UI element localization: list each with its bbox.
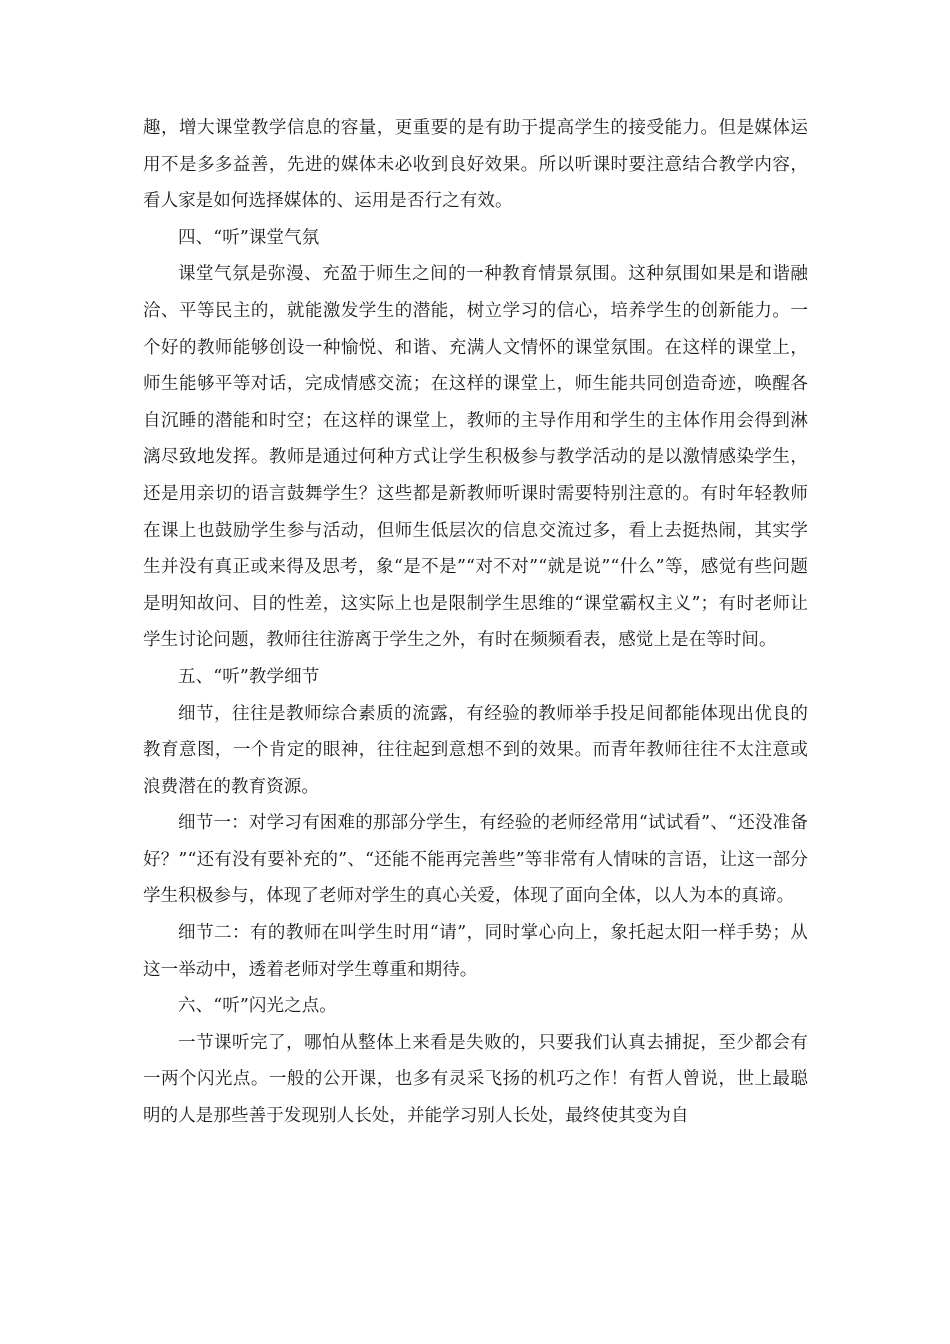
paragraph-classroom-atmosphere: 课堂气氛是弥漫、充盈于师生之间的一种教育情景氛围。这种氛围如果是和谐融洽、平等民主的，就能激发学生的潜能，树立学习的信心，培养学生的创新能力。一个好的教师能够创设一种愉悦、和谐、充满人文情怀的课堂氛围。在这样的课堂上，师生能够平等对话，完成情感交流；在这样的课堂上，师生能共同创造奇迹，唤醒各自沉睡的潜能和时空；在这样的课堂上，教师的主导作用和学生的主体作用会得到淋漓尽致地发挥。教师是通过何种方式让学生积极参与教学活动的是以激情感染学生，还是用亲切的语言鼓舞学生？这些都是新教师听课时需要特别注意的。有时年轻教师在课上也鼓励学生参与活动，但师生低层次的信息交流过多，看上去挺热闹，其实学生并没有真正或来得及思考，象“是不是”“对不对”“就是说”“什么”等，感觉有些问题是明知故问、目的性差，这实际上也是限制学生思维的“课堂霸权主义”；有时老师让学生讨论问题，教师往往游离于学生之外，有时在频频看表，感觉上是在等时间。 [143,264,808,651]
section-heading-highlights: 六、“听”闪光之点。 [178,996,337,1017]
paragraph-intro-continued: 趣，增大课堂教学信息的容量，更重要的是有助于提高学生的接受能力。但是媒体运用不是多多益善，先进的媒体未必收到良好效果。所以听课时要注意结合教学内容，看人家是如何选择媒体的、运用是否行之有效。 [143,118,808,212]
paragraph-detail-one: 细节一：对学习有困难的那部分学生，有经验的老师经常用“试试看”、“还没准备好？”“还有没有要补充的”、“还能不能再完善些”等非常有人情味的言语，让这一部分学生积极参与，体现了老师对学生的真心关爱，体现了面向全体，以人为本的真谛。 [143,813,808,907]
paragraph-highlights: 一节课听完了，哪怕从整体上来看是失败的，只要我们认真去捕捉，至少都会有一两个闪光点。一般的公开课，也多有灵采飞扬的机巧之作！有哲人曾说，世上最聪明的人是那些善于发现别人长处，并能学习别人长处，最终使其变为自 [143,1032,808,1127]
paragraph-detail-two: 细节二：有的教师在叫学生时用“请”，同时掌心向上，象托起太阳一样手势；从这一举动中，透着老师对学生尊重和期待。 [143,923,808,980]
section-heading-classroom-atmosphere: 四、“听”课堂气氛 [178,227,320,248]
paragraph-details-intro: 细节，往往是教师综合素质的流露，有经验的教师举手投足间都能体现出优良的教育意图，一个肯定的眼神，往往起到意想不到的效果。而青年教师往往不太注意或浪费潜在的教育资源。 [143,703,808,797]
section-heading-teaching-details: 五、“听”教学细节 [178,666,320,687]
document-body [143,110,808,1135]
